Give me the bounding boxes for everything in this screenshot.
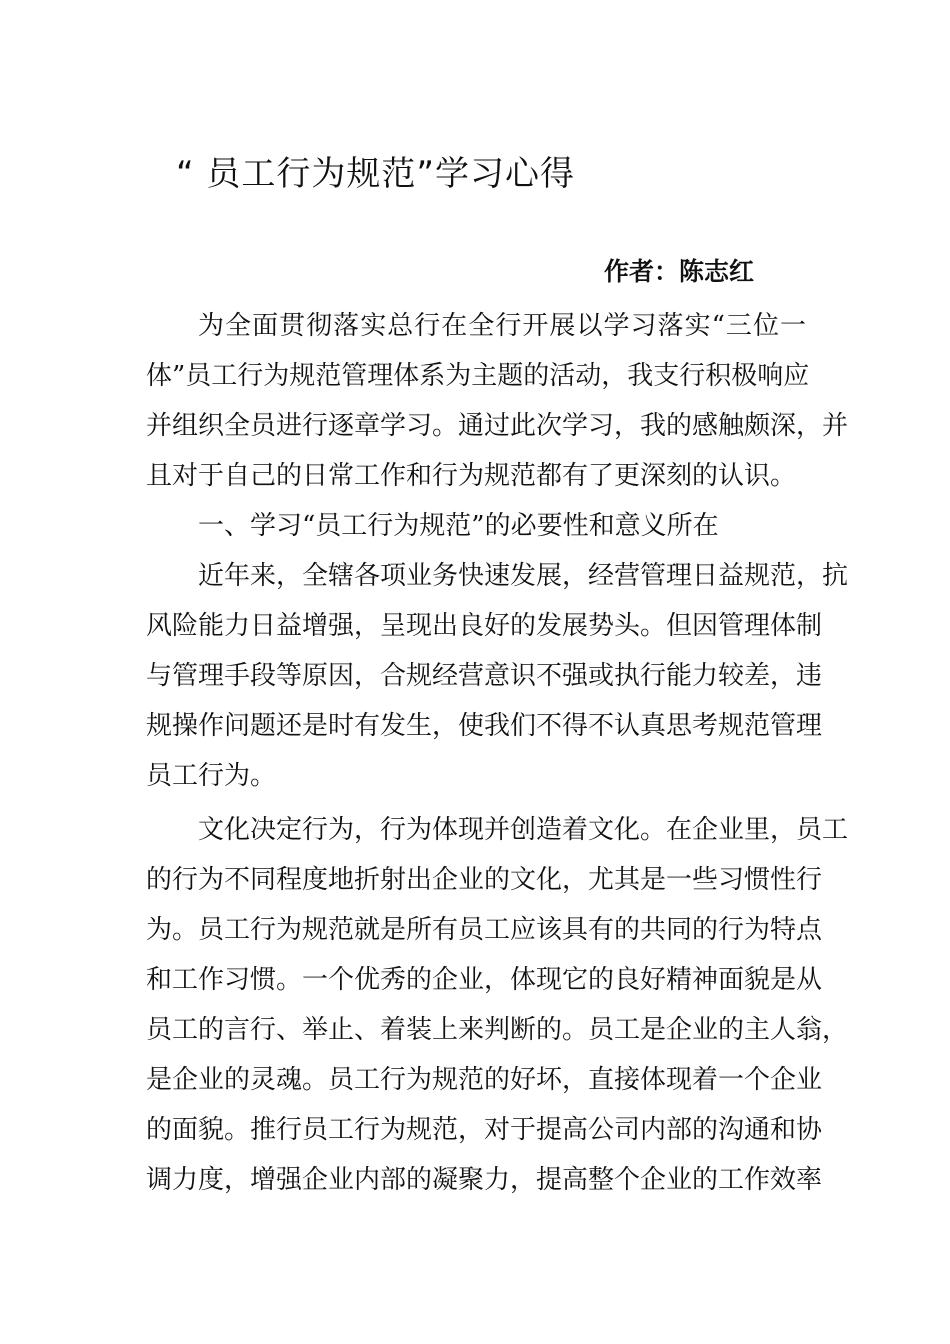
author-name: 陈志红 — [679, 257, 755, 286]
paragraph-line: 且对于自己的日常工作和行为规范都有了更深刻的认识。 — [146, 461, 797, 491]
paragraph-line: 近年来，全辖各项业务快速发展，经营管理日益规范，抗 — [198, 561, 849, 591]
paragraph-line: 为全面贯彻落实总行在全行开展以学习落实“三位一 — [198, 311, 806, 341]
paragraph-line: 与管理手段等原因，合规经营意识不强或执行能力较差，违 — [146, 661, 823, 691]
paragraph-line: 规操作问题还是时有发生，使我们不得不认真思考规范管理 — [146, 711, 823, 741]
paragraph-line: 和工作习惯。一个优秀的企业，体现它的良好精神面貌是从 — [146, 965, 823, 995]
paragraph-line: 员工行为。 — [146, 761, 277, 791]
paragraph-line: 是企业的灵魂。员工行为规范的好坏，直接体现着一个企业 — [146, 1065, 823, 1095]
paragraph-line: 风险能力日益增强，呈现出良好的发展势头。但因管理体制 — [146, 611, 823, 641]
paragraph-line: 的面貌。推行员工行为规范，对于提高公司内部的沟通和协 — [146, 1115, 823, 1145]
paragraph-line: 文化决定行为，行为体现并创造着文化。在企业里，员工 — [198, 815, 849, 845]
paragraph-line: 员工的言行、举止、着装上来判断的。员工是企业的主人翁， — [146, 1015, 849, 1045]
section-heading: 一、学习“员工行为规范”的必要性和意义所在 — [198, 511, 719, 541]
document-title: “ 员工行为规范”学习心得 — [176, 154, 576, 194]
author-label: 作者： — [604, 257, 680, 286]
author-line — [604, 252, 754, 292]
paragraph-line: 并组织全员进行逐章学习。通过此次学习，我的感触颇深，并 — [146, 411, 849, 441]
paragraph-line: 为。员工行为规范就是所有员工应该具有的共同的行为特点 — [146, 915, 823, 945]
paragraph-line: 调力度，增强企业内部的凝聚力，提高整个企业的工作效率 — [146, 1165, 823, 1195]
paragraph-line: 的行为不同程度地折射出企业的文化，尤其是一些习惯性行 — [146, 865, 823, 895]
paragraph-line: 体”员工行为规范管理体系为主题的活动，我支行积极响应 — [146, 361, 810, 391]
